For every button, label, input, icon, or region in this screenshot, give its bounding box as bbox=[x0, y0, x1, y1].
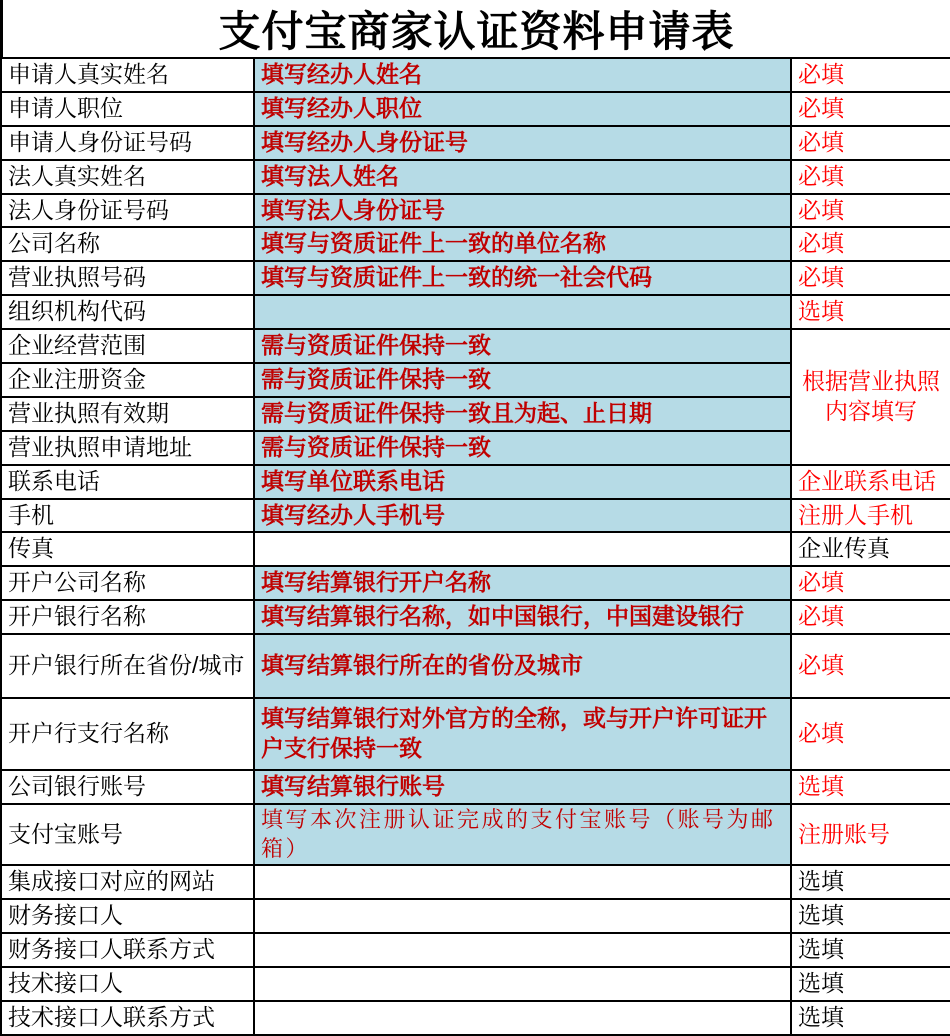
table-row bbox=[1, 770, 950, 804]
instruction-cell: 需与资质证件保持一致 bbox=[254, 329, 791, 363]
table-row bbox=[1, 227, 950, 261]
instruction-cell bbox=[254, 532, 791, 566]
requirement-cell: 选填 bbox=[791, 933, 950, 967]
instruction-cell: 填写结算银行对外官方的全称，或与开户许可证开户支行保持一致 bbox=[254, 698, 791, 770]
instruction-cell: 填写经办人手机号 bbox=[254, 499, 791, 533]
table-row bbox=[1, 865, 950, 899]
requirement-cell: 企业传真 bbox=[791, 532, 950, 566]
table-row bbox=[1, 634, 950, 698]
instruction-cell bbox=[254, 1001, 791, 1035]
instruction-cell: 填写与资质证件上一致的统一社会代码 bbox=[254, 261, 791, 295]
instruction-cell bbox=[254, 967, 791, 1001]
field-label-cell: 申请人职位 bbox=[1, 92, 254, 126]
instruction-cell: 需与资质证件保持一致 bbox=[254, 431, 791, 465]
requirement-cell: 必填 bbox=[791, 92, 950, 126]
requirement-cell: 必填 bbox=[791, 634, 950, 698]
field-label-cell: 企业经营范围 bbox=[1, 329, 254, 363]
instruction-cell bbox=[254, 865, 791, 899]
field-label-cell: 支付宝账号 bbox=[1, 804, 254, 865]
instruction-cell: 填写经办人姓名 bbox=[254, 58, 791, 92]
instruction-cell: 填写经办人身份证号 bbox=[254, 126, 791, 160]
license-note-cell bbox=[791, 329, 950, 465]
requirement-cell: 注册人手机 bbox=[791, 499, 950, 533]
instruction-cell: 填写结算银行名称，如中国银行，中国建设银行 bbox=[254, 600, 791, 634]
requirement-cell: 必填 bbox=[791, 126, 950, 160]
instruction-cell: 填写法人姓名 bbox=[254, 160, 791, 194]
table-row bbox=[1, 899, 950, 933]
field-label-cell: 营业执照申请地址 bbox=[1, 431, 254, 465]
table-row bbox=[1, 194, 950, 228]
instruction-cell: 填写结算银行账号 bbox=[254, 770, 791, 804]
application-table bbox=[0, 57, 950, 1036]
field-label-cell: 集成接口对应的网站 bbox=[1, 865, 254, 899]
table-row bbox=[1, 566, 950, 600]
requirement-cell: 选填 bbox=[791, 295, 950, 329]
field-label-cell: 申请人真实姓名 bbox=[1, 58, 254, 92]
instruction-cell bbox=[254, 933, 791, 967]
table-row bbox=[1, 499, 950, 533]
table-row bbox=[1, 58, 950, 92]
requirement-cell: 必填 bbox=[791, 160, 950, 194]
field-label-cell: 开户银行名称 bbox=[1, 600, 254, 634]
field-label-cell: 传真 bbox=[1, 532, 254, 566]
field-label-cell: 法人身份证号码 bbox=[1, 194, 254, 228]
field-label-cell: 财务接口人 bbox=[1, 899, 254, 933]
field-label-cell: 开户行支行名称 bbox=[1, 698, 254, 770]
field-label-cell: 开户公司名称 bbox=[1, 566, 254, 600]
instruction-cell bbox=[254, 295, 791, 329]
instruction-cell: 填写结算银行所在的省份及城市 bbox=[254, 634, 791, 698]
requirement-cell: 必填 bbox=[791, 698, 950, 770]
field-label-cell: 公司银行账号 bbox=[1, 770, 254, 804]
instruction-cell bbox=[254, 899, 791, 933]
table-row bbox=[1, 295, 950, 329]
requirement-cell: 必填 bbox=[791, 58, 950, 92]
requirement-cell: 注册账号 bbox=[791, 804, 950, 865]
field-label-cell: 法人真实姓名 bbox=[1, 160, 254, 194]
field-label-cell: 营业执照有效期 bbox=[1, 397, 254, 431]
field-label-cell: 技术接口人联系方式 bbox=[1, 1001, 254, 1035]
requirement-cell: 选填 bbox=[791, 967, 950, 1001]
requirement-cell: 必填 bbox=[791, 566, 950, 600]
requirement-cell: 选填 bbox=[791, 899, 950, 933]
table-row bbox=[1, 465, 950, 499]
table-row bbox=[1, 532, 950, 566]
requirement-cell: 必填 bbox=[791, 600, 950, 634]
page-title: 支付宝商家认证资料申请表 bbox=[0, 0, 950, 57]
requirement-cell: 必填 bbox=[791, 261, 950, 295]
instruction-cell: 填写与资质证件上一致的单位名称 bbox=[254, 227, 791, 261]
field-label-cell: 申请人身份证号码 bbox=[1, 126, 254, 160]
license-note-line: 根据营业执照 bbox=[802, 368, 940, 395]
table-row bbox=[1, 933, 950, 967]
requirement-cell: 选填 bbox=[791, 770, 950, 804]
field-label-cell: 财务接口人联系方式 bbox=[1, 933, 254, 967]
field-label-cell: 开户银行所在省份/城市 bbox=[1, 634, 254, 698]
field-label-cell: 技术接口人 bbox=[1, 967, 254, 1001]
field-label-cell: 联系电话 bbox=[1, 465, 254, 499]
field-label-cell: 营业执照号码 bbox=[1, 261, 254, 295]
table-row bbox=[1, 967, 950, 1001]
table-row bbox=[1, 126, 950, 160]
instruction-cell: 填写单位联系电话 bbox=[254, 465, 791, 499]
table-row bbox=[1, 1001, 950, 1035]
table-row bbox=[1, 160, 950, 194]
requirement-cell: 必填 bbox=[791, 227, 950, 261]
requirement-cell: 必填 bbox=[791, 194, 950, 228]
table-row bbox=[1, 600, 950, 634]
field-label-cell: 企业注册资金 bbox=[1, 363, 254, 397]
requirement-cell: 选填 bbox=[791, 1001, 950, 1035]
instruction-cell: 填写经办人职位 bbox=[254, 92, 791, 126]
table-row bbox=[1, 92, 950, 126]
table-row bbox=[1, 329, 950, 363]
instruction-cell: 填写法人身份证号 bbox=[254, 194, 791, 228]
field-label-cell: 公司名称 bbox=[1, 227, 254, 261]
instruction-cell: 需与资质证件保持一致且为起、止日期 bbox=[254, 397, 791, 431]
instruction-cell: 填写结算银行开户名称 bbox=[254, 566, 791, 600]
requirement-cell: 企业联系电话 bbox=[791, 465, 950, 499]
instruction-cell: 填写本次注册认证完成的支付宝账号（账号为邮箱） bbox=[254, 804, 791, 865]
requirement-cell: 选填 bbox=[791, 865, 950, 899]
instruction-cell: 需与资质证件保持一致 bbox=[254, 363, 791, 397]
table-row bbox=[1, 804, 950, 865]
field-label-cell: 手机 bbox=[1, 499, 254, 533]
license-note-line: 内容填写 bbox=[825, 397, 917, 424]
table-row bbox=[1, 698, 950, 770]
field-label-cell: 组织机构代码 bbox=[1, 295, 254, 329]
table-row bbox=[1, 261, 950, 295]
